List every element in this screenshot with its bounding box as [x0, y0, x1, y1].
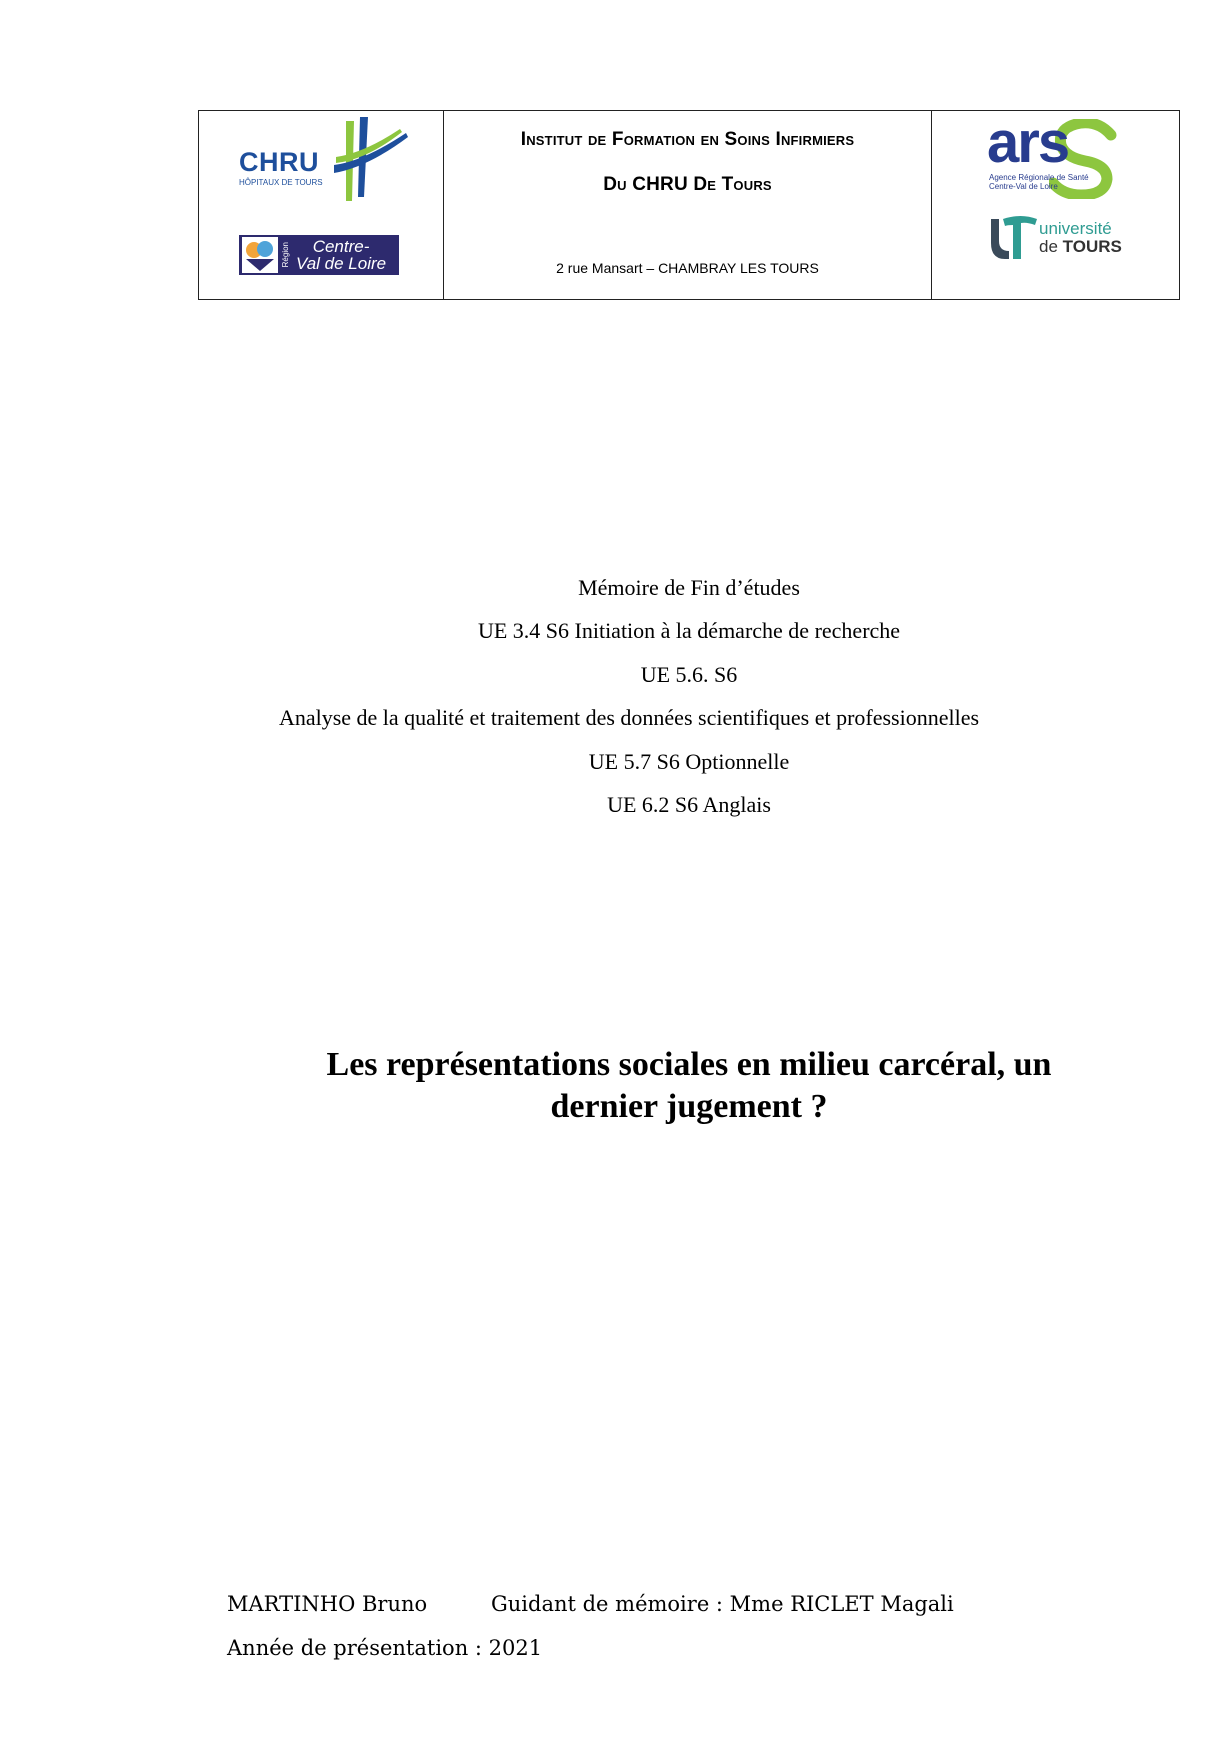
footer-info: [227, 1582, 954, 1670]
subject-line: Analyse de la qualité et traitement des données scientifiques et professionnelles: [278, 705, 980, 731]
ars-logo-text: ars: [987, 110, 1069, 175]
institute-name-line2: Du CHRU De Tours: [603, 174, 772, 195]
author-name: MARTINHO Bruno: [227, 1592, 428, 1616]
subject-line: UE 5.6. S6: [640, 661, 738, 687]
region-name-line2: Val de Loire: [296, 254, 387, 273]
universite-city-prefix: de: [1039, 237, 1063, 256]
thesis-title-line2: dernier jugement ?: [550, 1088, 828, 1125]
ars-logo-subtitle: [989, 173, 1089, 191]
subject-line: UE 6.2 S6 Anglais: [607, 791, 771, 817]
thesis-guide: Guidant de mémoire : Mme RICLET Magali: [491, 1592, 954, 1616]
header-table: [198, 110, 1180, 300]
universite-label: université: [1039, 219, 1112, 238]
universite-tours-logo: [987, 213, 1127, 269]
ars-subtitle-line1: Agence Régionale de Santé: [989, 173, 1089, 182]
chru-logo-subtitle: HÔPITAUX DE TOURS: [239, 178, 323, 187]
universite-u-icon: [987, 213, 1039, 263]
region-centre-val-de-loire-logo: [239, 235, 399, 275]
institute-address: 2 rue Mansart – CHAMBRAY LES TOURS: [556, 260, 819, 276]
universite-city-name: TOURS: [1062, 237, 1122, 256]
region-vertical-label: Région: [281, 242, 290, 268]
chru-cross-icon: [334, 117, 409, 201]
chru-logo: [239, 117, 409, 201]
region-name: [296, 238, 386, 272]
ars-subtitle-line2: Centre-Val de Loire: [989, 182, 1058, 191]
subject-line: Mémoire de Fin d’études: [578, 575, 800, 600]
ars-logo: [987, 110, 1127, 204]
universite-city: [1039, 237, 1122, 257]
course-units: [198, 566, 1180, 826]
region-emblem-icon: [242, 237, 278, 273]
presentation-year: Année de présentation : 2021: [227, 1636, 543, 1660]
thesis-title-line1: Les représentations sociales en milieu carcéral, un: [326, 1046, 1052, 1083]
subject-line: UE 3.4 S6 Initiation à la démarche de recherche: [477, 618, 901, 644]
header-logos-right: [932, 111, 1179, 299]
header-institute: [444, 111, 932, 299]
chru-logo-text: CHRU: [239, 147, 319, 177]
institute-name-line1: Institut de Formation en Soins Infirmiers: [520, 129, 855, 150]
footer-author-row: [227, 1582, 954, 1626]
thesis-title: [198, 1044, 1180, 1128]
region-name-line1: Centre-: [312, 237, 370, 256]
subject-line: UE 5.7 S6 Optionnelle: [588, 748, 790, 774]
header-logos-left: [199, 111, 444, 299]
